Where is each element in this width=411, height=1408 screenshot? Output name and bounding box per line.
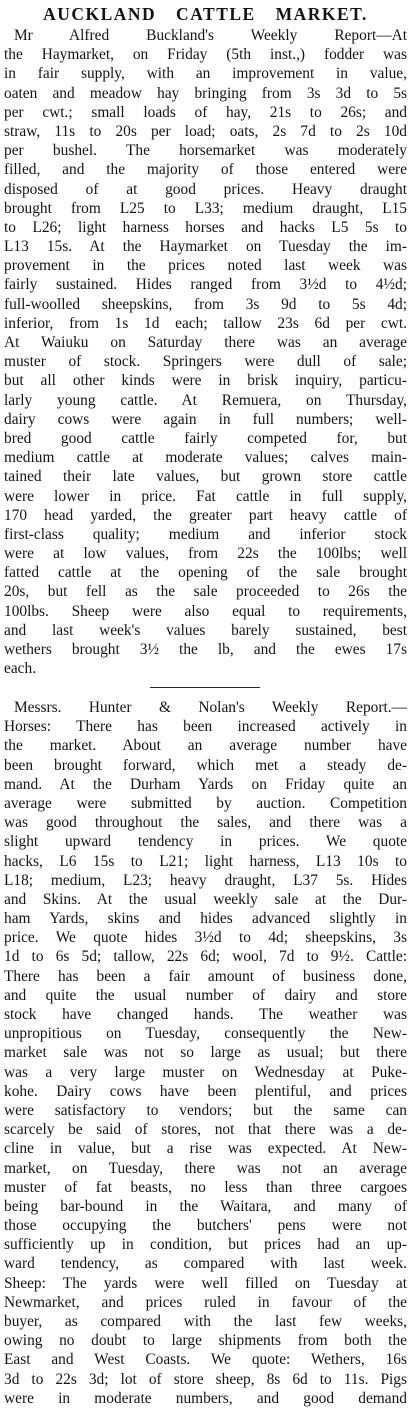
- text-line: full-woolled sheepskins, from 3s 9d to 5s 4d;: [4, 295, 407, 313]
- text-line: unpropitious on Tuesday, consequently the New-: [4, 1025, 407, 1043]
- article-title: AUCKLAND CATTLE MARKET.: [43, 4, 368, 24]
- text-line: L18; medium, L23; heavy draught, L37 5s. Hides: [4, 871, 407, 889]
- text-line: kohe. Dairy cows have been plentiful, and prices: [4, 1082, 407, 1100]
- text-line: slight upward tendency in prices. We quote: [4, 833, 407, 851]
- text-line: market sale was not so large as usual; but there: [4, 1044, 407, 1062]
- text-line: ham Yards, skins and hides advanced slightly in: [4, 910, 407, 928]
- text-line: wethers brought 3½ the lb, and the ewes 17s: [4, 641, 407, 658]
- text-line: tained their late values, but grown store cattle: [4, 468, 407, 486]
- text-line: 1d to 6s 5d; tallow, 22s 6d; wool, 7d to 9½. Cattle:: [4, 948, 407, 966]
- text-line: mand. At the Durham Yards on Friday quite an: [4, 775, 407, 793]
- text-line: was good throughout the sales, and there was a: [4, 814, 407, 832]
- text-line: L13 15s. At the Haymarket on Tuesday the im-: [4, 238, 407, 256]
- text-line: but all other kinds were in brisk inquiry, particu-: [4, 372, 407, 390]
- report-separator: [150, 687, 260, 688]
- text-line: fairly sustained. Hides ranged from 3½d to 4½d;: [4, 276, 407, 294]
- text-line: cline in value, but a rise was expected. At New-: [4, 1140, 407, 1158]
- text-line: each.: [4, 660, 37, 678]
- text-line: and quite the usual number of dairy and store: [4, 986, 407, 1004]
- text-line: were satisfactory to vendors; but the same can: [4, 1101, 407, 1119]
- text-line: the market. About an average number have: [4, 737, 407, 755]
- text-line: muster of stock. Springers were dull of sale;: [4, 353, 407, 371]
- text-line: disposed of at good prices. Heavy draught: [4, 180, 407, 198]
- text-line: in fair supply, with an improvement in value,: [4, 65, 407, 83]
- text-line: first-class quality; medium and inferior stock: [4, 525, 407, 543]
- text-line: per bushel. The horsemarket was moderately: [4, 142, 407, 160]
- text-line: scarcely be said of stores, not that there was a de-: [4, 1121, 407, 1139]
- text-line: market, on Tuesday, there was not an average: [4, 1159, 407, 1177]
- text-line: being bar-bound in the Waitara, and many of: [4, 1197, 407, 1215]
- text-line: were lower in price. Fat cattle in full supply,: [4, 487, 407, 505]
- text-line: oaten and meadow hay bringing from 3s 3d to 5s: [4, 84, 407, 102]
- text-line: 170 head yarded, the greater part heavy cattle of: [4, 506, 407, 524]
- text-line: At Waiuku on Saturday there was an average: [4, 334, 407, 351]
- text-line: stock have changed hands. The weather was: [4, 1006, 407, 1023]
- text-line: per cwt.; small loads of hay, 21s to 26s; and: [4, 103, 407, 121]
- text-line: bred good cattle fairly competed for, but: [4, 429, 407, 447]
- text-line: those occupying the butchers' pens were not: [4, 1217, 407, 1235]
- text-line: price. We quote hides 3½d to 4d; sheepskins, 3s: [4, 929, 407, 947]
- text-line: East and West Coasts. We quote: Wethers, 16s: [4, 1351, 407, 1369]
- buckland-report: [4, 26, 407, 678]
- text-line: There has been a fair amount of business done,: [4, 967, 407, 985]
- text-line: to L26; light harness horses and hacks L5 5s to: [4, 218, 407, 236]
- text-line: Messrs. Hunter & Nolan's Weekly Report.—: [14, 699, 407, 716]
- text-line: muster of fat beasts, no less than three cargoes: [4, 1178, 407, 1196]
- text-line: dairy cows were again in full numbers; well-: [4, 410, 407, 428]
- text-line: owing no doubt to large shipments from both the: [4, 1332, 407, 1350]
- text-line: 3d to 22s 3d; lot of store sheep, 8s 6d to 11s. Pigs: [4, 1370, 407, 1388]
- text-line: filled, and the majority of those entered were: [4, 161, 407, 179]
- text-line: and Skins. At the usual weekly sale at the Dur-: [4, 890, 407, 908]
- text-line: the Haymarket, on Friday (5th inst.,) fodder was: [4, 46, 407, 64]
- text-line: average were submitted by auction. Competition: [4, 794, 407, 812]
- text-line: medium cattle at moderate values; calves main-: [4, 449, 407, 467]
- text-line: inferior, from 1s 1d each; tallow 23s 6d per cwt.: [4, 314, 407, 332]
- text-line: brought from L25 to L33; medium draught, L15: [4, 199, 407, 217]
- text-line: ward tendency, as compared with last week.: [4, 1255, 407, 1273]
- text-line: and last week's values barely sustained, best: [4, 621, 407, 639]
- text-line: straw, 11s to 20s per load; oats, 2s 7d to 2s 10d: [4, 122, 407, 140]
- text-line: hacks, L6 15s to L21; light harness, L13 10s to: [4, 852, 407, 870]
- text-line: Mr Alfred Buckland's Weekly Report—At: [14, 27, 407, 44]
- text-line: 100lbs. Sheep were also equal to requirements,: [4, 602, 407, 620]
- text-line: 20s, but fell as the sale proceeded to 26s the: [4, 583, 407, 601]
- text-line: were in moderate numbers, and good demand: [4, 1389, 407, 1407]
- text-line: fatted cattle at the opening of the sale brought: [4, 564, 407, 582]
- text-line: was a very large muster on Wednesday at Puke-: [4, 1063, 407, 1081]
- text-line: Newmarket, and prices ruled in favour of the: [4, 1293, 407, 1311]
- text-line: been brought forward, which met a steady de-: [4, 756, 407, 774]
- text-line: larly young cattle. At Remuera, on Thursday,: [4, 391, 407, 409]
- text-line: buyer, as compared with the last few weeks,: [4, 1313, 407, 1330]
- hunter-nolan-report: [4, 698, 407, 1408]
- text-line: provement in the prices noted last week was: [4, 257, 407, 275]
- text-line: Sheep: The yards were well filled on Tuesday at: [4, 1274, 407, 1292]
- text-line: sufficiently up in condition, but prices had an up-: [4, 1236, 407, 1254]
- text-line: were at low values, from 22s the 100lbs; well: [4, 545, 407, 563]
- text-line: Horses: There has been increased actively in: [4, 718, 407, 736]
